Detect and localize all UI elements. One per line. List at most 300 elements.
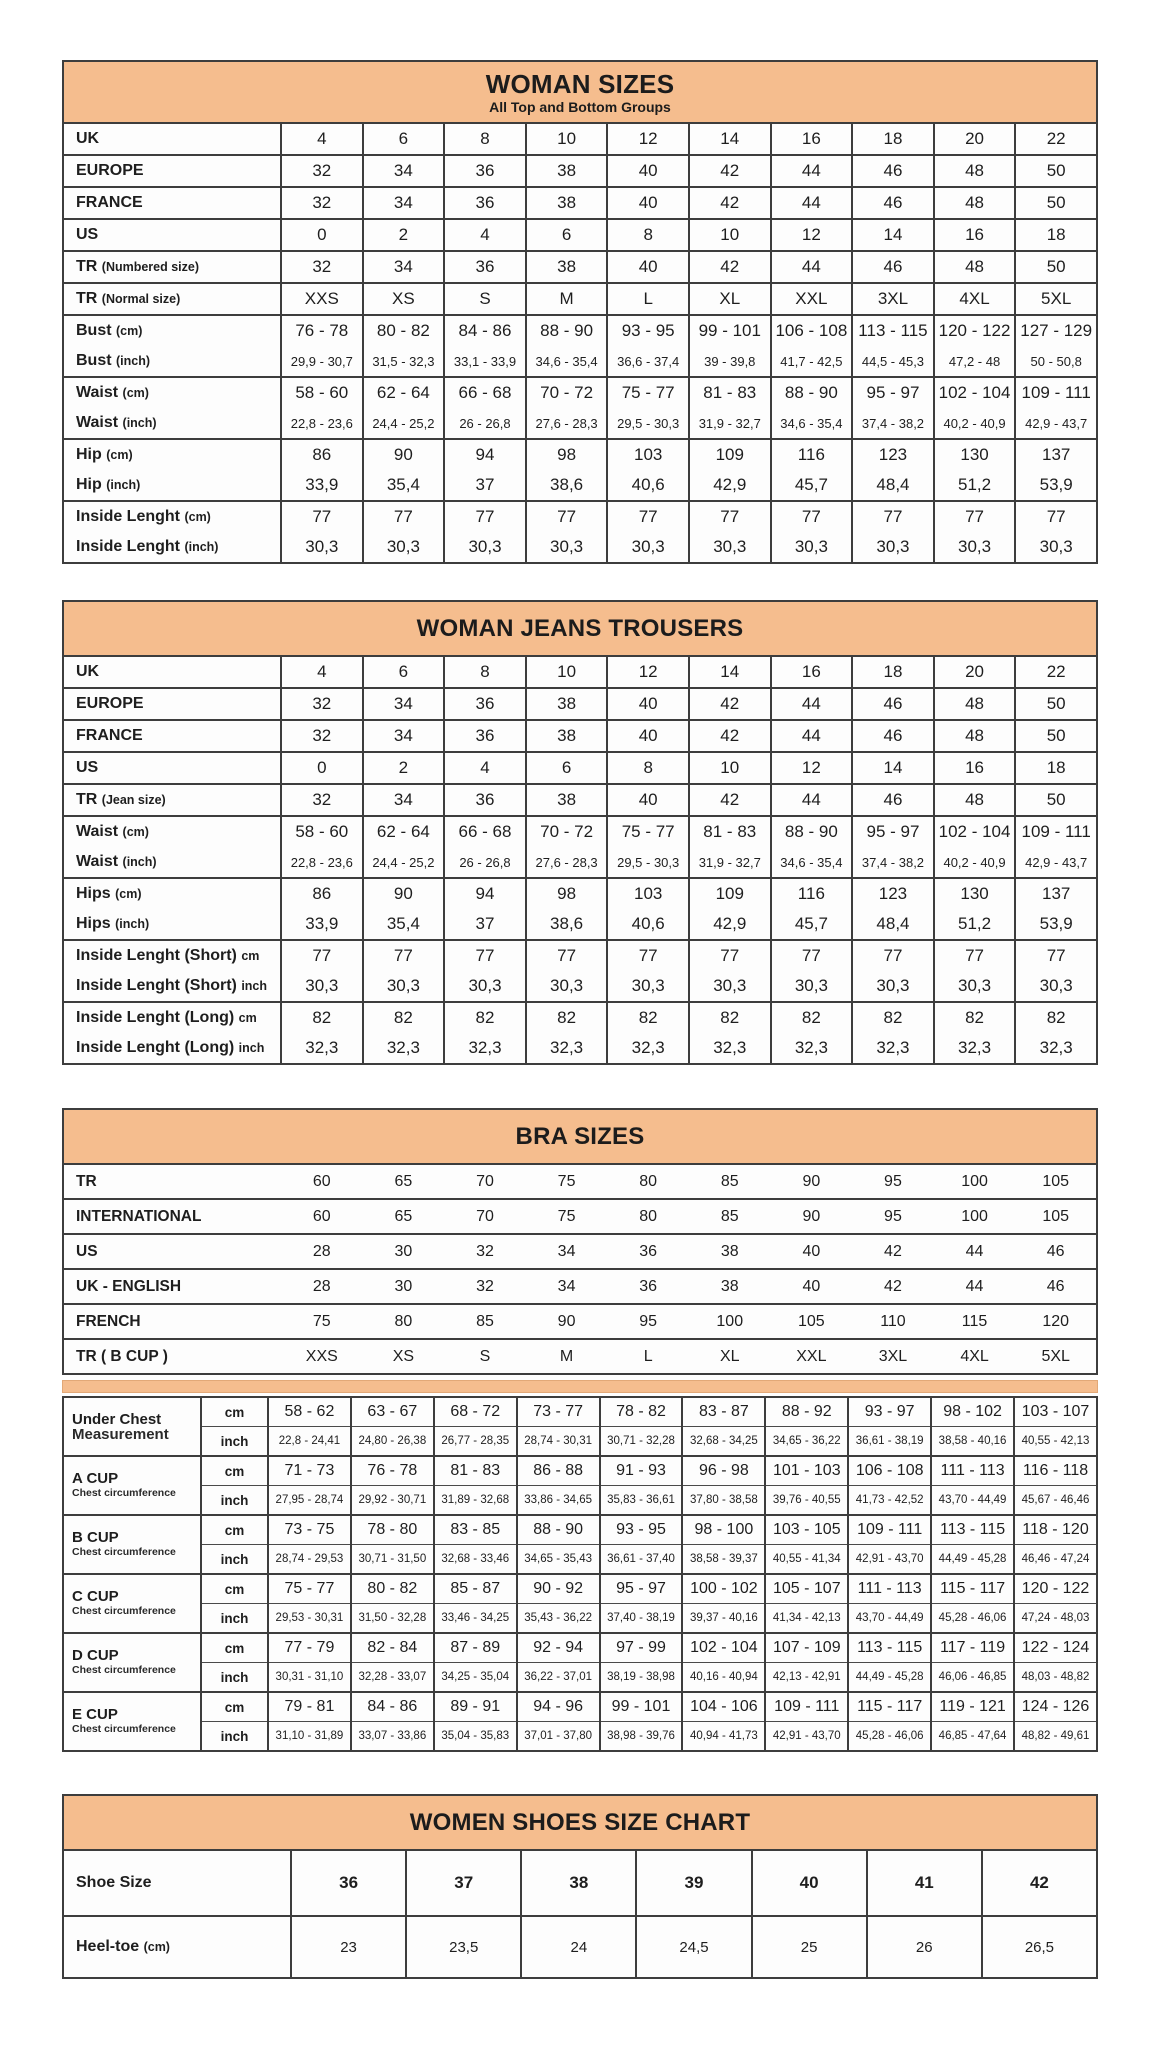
size-value-cell: 124 - 126	[1014, 1692, 1097, 1722]
size-value-cell: 109 - 111	[1015, 377, 1097, 408]
row-label	[63, 971, 281, 1002]
size-value-cell: 32,3	[607, 1033, 689, 1064]
size-value-cell: 43,70 - 44,49	[848, 1604, 931, 1634]
size-value-cell: 26 - 26,8	[444, 847, 526, 878]
size-value-cell: 34,6 - 35,4	[526, 346, 608, 377]
size-value-cell: 86	[281, 439, 363, 470]
size-value-cell: 60	[312, 1172, 331, 1190]
size-value-cell: 39	[636, 1850, 751, 1916]
size-value-cell: 32,3	[771, 1033, 853, 1064]
row-label	[63, 816, 281, 847]
row-label-text: Waist	[76, 853, 119, 870]
row-label-text: Waist	[76, 414, 119, 431]
size-value-cell: 93 - 97	[848, 1397, 931, 1427]
size-value-cell: 95	[884, 1207, 902, 1225]
size-value-cell: 12	[607, 123, 689, 155]
row-label-sub: (cm)	[116, 324, 143, 338]
size-value-cell: 36	[291, 1850, 406, 1916]
size-value-cell: 36	[444, 155, 526, 187]
size-value-cell: 4	[444, 219, 526, 251]
size-value-cell: 95	[884, 1172, 902, 1190]
size-value-cell: 39,37 - 40,16	[682, 1604, 765, 1634]
size-value-cell: 44,5 - 45,3	[852, 346, 934, 377]
row-label-text: Heel-toe	[76, 1938, 140, 1955]
size-value-cell: 12	[771, 219, 853, 251]
size-value-cell: 103 - 107	[1014, 1397, 1097, 1427]
row-label-sub: (cm)	[143, 1940, 170, 1954]
size-value-cell: 37,40 - 38,19	[600, 1604, 683, 1634]
size-value-cell: 16	[771, 656, 853, 688]
row-label-text: FRENCH	[76, 1312, 141, 1330]
unit-label: cm	[201, 1574, 268, 1604]
size-value-cell: 14	[852, 752, 934, 784]
size-value-cell: 31,9 - 32,7	[689, 847, 771, 878]
size-value-cell: 95 - 97	[852, 377, 934, 408]
size-value-cell: 91 - 93	[600, 1456, 683, 1486]
size-value-cell: XS	[392, 1347, 415, 1365]
row-label-text: Hips	[76, 915, 111, 932]
size-value-cell: 102 - 104	[934, 377, 1016, 408]
row-label	[63, 377, 281, 408]
size-value-cell: 30,3	[1015, 971, 1097, 1002]
size-value-cell: 90	[802, 1172, 821, 1190]
row-label-text: TR	[76, 258, 98, 275]
unit-label: inch	[201, 1722, 268, 1752]
size-value-cell: 45,7	[771, 909, 853, 940]
size-value-cell: 80	[639, 1172, 658, 1190]
size-value-cell: 116	[771, 878, 853, 909]
size-value-cell: 137	[1015, 439, 1097, 470]
size-value-cell: 98	[526, 439, 608, 470]
row-label-sub: (inch)	[122, 416, 157, 430]
row-label	[63, 1002, 281, 1033]
size-value-cell: 8	[444, 123, 526, 155]
row-label-text: Bust	[76, 322, 112, 339]
size-value-cell: 47,24 - 48,03	[1014, 1604, 1097, 1634]
size-value-cell: 40,2 - 40,9	[934, 408, 1016, 439]
size-value-cell: 38,58 - 40,16	[931, 1427, 1014, 1457]
size-value-cell: 77	[689, 940, 771, 971]
row-label-text: C CUP	[72, 1587, 119, 1605]
size-value-cell: 66 - 68	[444, 377, 526, 408]
size-value-cell: 16	[934, 219, 1016, 251]
size-value-cell: 26 - 26,8	[444, 408, 526, 439]
size-value-cell: 105 - 107	[765, 1574, 848, 1604]
size-value-cell: 32	[281, 784, 363, 816]
size-value-cell: 39 - 39,8	[689, 346, 771, 377]
size-value-cell: 77	[934, 940, 1016, 971]
unit-label: cm	[201, 1515, 268, 1545]
size-value-cell: 60	[312, 1207, 331, 1225]
bra-sizes-table	[62, 1163, 1098, 1375]
size-value-cell: 75 - 77	[607, 377, 689, 408]
row-label-text: A CUP	[72, 1469, 119, 1487]
size-value-cell: 30,71 - 32,28	[600, 1427, 683, 1457]
size-value-cell: 26	[867, 1916, 982, 1978]
size-value-cell: 82	[363, 1002, 445, 1033]
size-value-cell: S	[479, 1347, 491, 1365]
size-value-cell: 34	[557, 1277, 576, 1295]
size-value-cell: 32,3	[934, 1033, 1016, 1064]
size-value-cell: 40	[802, 1277, 821, 1295]
size-value-cell: 36,61 - 38,19	[848, 1427, 931, 1457]
size-value-cell: 89 - 91	[434, 1692, 517, 1722]
size-value-cell: 75	[557, 1172, 576, 1190]
size-value-cell: 50 - 50,8	[1015, 346, 1097, 377]
row-label-text: TR	[76, 290, 98, 307]
size-value-cell: 75	[312, 1312, 331, 1330]
size-value-cell: 77	[363, 501, 445, 532]
size-value-cell: 38	[526, 187, 608, 219]
size-value-cell: 38,98 - 39,76	[600, 1722, 683, 1752]
size-value-cell: XL	[689, 283, 771, 315]
size-value-cell: 120	[1042, 1312, 1070, 1330]
size-value-cell: 31,5 - 32,3	[363, 346, 445, 377]
size-value-cell: 130	[934, 439, 1016, 470]
bra-header	[62, 1108, 1098, 1163]
size-value-cell: 105	[1042, 1172, 1070, 1190]
size-value-cell: 30	[394, 1242, 413, 1260]
size-value-cell: 45,67 - 46,46	[1014, 1486, 1097, 1516]
row-label-text: US	[76, 226, 99, 243]
size-value-cell: 77	[1015, 940, 1097, 971]
size-value-cell: 90	[363, 439, 445, 470]
unit-label: cm	[201, 1456, 268, 1486]
row-label	[63, 1164, 281, 1199]
size-value-cell: 82	[526, 1002, 608, 1033]
row-label-text: Inside Lenght (Long)	[76, 1009, 235, 1026]
size-value-cell: 38,6	[526, 470, 608, 501]
size-value-cell: 30	[394, 1277, 413, 1295]
size-value-cell: 85	[720, 1172, 739, 1190]
size-value-cell: 41,73 - 42,52	[848, 1486, 931, 1516]
size-value-cell: 40,6	[607, 470, 689, 501]
size-value-cell: 46	[852, 251, 934, 283]
size-value-cell: 62 - 64	[363, 377, 445, 408]
size-value-cell: 58 - 62	[268, 1397, 351, 1427]
size-value-cell: 0	[281, 752, 363, 784]
size-value-cell: 30,3	[689, 532, 771, 563]
size-value-cell: XXL	[771, 283, 853, 315]
size-value-cell: 100	[961, 1207, 988, 1225]
size-value-cell: 81 - 83	[434, 1456, 517, 1486]
size-value-cell: 38,58 - 39,37	[682, 1545, 765, 1575]
row-label-sub: Chest circumference	[72, 1545, 176, 1558]
row-label-text: FRANCE	[76, 194, 143, 211]
size-value-cell: 109 - 111	[765, 1692, 848, 1722]
size-value-cell: 36,22 - 37,01	[517, 1663, 600, 1693]
size-value-cell: 27,6 - 28,3	[526, 847, 608, 878]
size-value-cell: 82	[1015, 1002, 1097, 1033]
size-value-cell: 130	[934, 878, 1016, 909]
row-label	[63, 1269, 281, 1304]
woman-sizes-section	[62, 60, 1098, 564]
size-value-cell: 29,9 - 30,7	[281, 346, 363, 377]
size-value-cell: 12	[771, 752, 853, 784]
size-value-cell: XXS	[281, 283, 363, 315]
size-value-cell: 34	[363, 784, 445, 816]
size-value-cell: 85	[476, 1312, 494, 1330]
size-value-cell: 33,86 - 34,65	[517, 1486, 600, 1516]
size-value-cell: 75 - 77	[607, 816, 689, 847]
bra-title: BRA SIZES	[515, 1123, 645, 1150]
size-value-cell: 8	[444, 656, 526, 688]
size-value-cell: 82	[444, 1002, 526, 1033]
row-label-sub: (cm)	[122, 825, 149, 839]
size-value-cell: 22	[1015, 123, 1097, 155]
size-value-cell: 107 - 109	[765, 1633, 848, 1663]
row-label-sub: (cm)	[106, 448, 133, 462]
row-label	[63, 315, 281, 346]
size-value-cell: 10	[526, 656, 608, 688]
size-value-cell: 30,3	[444, 971, 526, 1002]
size-value-cell: 78 - 82	[600, 1397, 683, 1427]
size-value-cell: 77 - 79	[268, 1633, 351, 1663]
size-value-cell: 113 - 115	[931, 1515, 1014, 1545]
size-value-cell: 33,46 - 34,25	[434, 1604, 517, 1634]
row-label	[63, 1850, 291, 1916]
size-value-cell: 77	[771, 501, 853, 532]
row-label-text: US	[76, 1242, 98, 1260]
size-value-cell: 45,28 - 46,06	[848, 1722, 931, 1752]
size-value-cell: 44	[771, 155, 853, 187]
row-label-sub: (Jean size)	[101, 793, 166, 807]
size-value-cell: 42	[689, 784, 771, 816]
size-value-cell: 26,77 - 28,35	[434, 1427, 517, 1457]
size-value-cell: 95 - 97	[852, 816, 934, 847]
size-value-cell: 39,76 - 40,55	[765, 1486, 848, 1516]
size-value-cell: 32,3	[363, 1033, 445, 1064]
size-value-cell: 29,5 - 30,3	[607, 847, 689, 878]
size-value-cell: 104 - 106	[682, 1692, 765, 1722]
size-value-cell: 73 - 77	[517, 1397, 600, 1427]
size-value-cell: 35,4	[363, 470, 445, 501]
size-value-cell: 100 - 102	[682, 1574, 765, 1604]
size-value-cell: 37,4 - 38,2	[852, 847, 934, 878]
unit-label: inch	[201, 1663, 268, 1693]
size-value-cell: 18	[852, 656, 934, 688]
row-label-text: Hips	[76, 885, 111, 902]
size-value-cell: 63 - 67	[351, 1397, 434, 1427]
size-value-cell: L	[607, 283, 689, 315]
size-value-cell: 94	[444, 878, 526, 909]
size-value-cell: 48,82 - 49,61	[1014, 1722, 1097, 1752]
shoes-table	[62, 1849, 1098, 1979]
size-value-cell: 116 - 118	[1014, 1456, 1097, 1486]
size-value-cell: 40,16 - 40,94	[682, 1663, 765, 1693]
size-value-cell: 10	[689, 752, 771, 784]
size-value-cell: L	[643, 1347, 653, 1365]
size-value-cell: 18	[1015, 219, 1097, 251]
size-value-cell: 58 - 60	[281, 377, 363, 408]
shoes-section	[62, 1794, 1098, 1979]
size-value-cell: 25	[752, 1916, 867, 1978]
size-value-cell: 41,7 - 42,5	[771, 346, 853, 377]
size-value-cell: 33,1 - 33,9	[444, 346, 526, 377]
size-value-cell: 58 - 60	[281, 816, 363, 847]
size-value-cell: 87 - 89	[434, 1633, 517, 1663]
size-value-cell: 40,55 - 42,13	[1014, 1427, 1097, 1457]
size-value-cell: 14	[852, 219, 934, 251]
row-label-text: EUROPE	[76, 162, 144, 179]
row-label	[63, 784, 281, 816]
size-value-cell: 30,3	[444, 532, 526, 563]
size-value-cell: 45,28 - 46,06	[931, 1604, 1014, 1634]
row-label	[63, 1397, 201, 1456]
size-value-cell: 30,3	[526, 532, 608, 563]
size-value-cell: 44,49 - 45,28	[848, 1663, 931, 1693]
size-value-cell: 24,4 - 25,2	[363, 847, 445, 878]
row-label	[63, 251, 281, 283]
size-value-cell: 101 - 103	[765, 1456, 848, 1486]
row-label	[63, 1633, 201, 1692]
size-value-cell: 90 - 92	[517, 1574, 600, 1604]
size-value-cell: 70	[476, 1172, 494, 1190]
row-label-text: TR ( B CUP )	[76, 1347, 168, 1365]
size-value-cell: 77	[526, 501, 608, 532]
row-label	[63, 1456, 201, 1515]
size-value-cell: 34,6 - 35,4	[771, 847, 853, 878]
size-value-cell: 42,9 - 43,7	[1015, 847, 1097, 878]
size-value-cell: 42	[689, 187, 771, 219]
size-value-cell: 44	[771, 720, 853, 752]
size-value-cell: 48	[934, 688, 1016, 720]
row-label-sub: Chest circumference	[72, 1663, 176, 1676]
size-value-cell: 46,06 - 46,85	[931, 1663, 1014, 1693]
size-value-cell: 34	[363, 251, 445, 283]
size-value-cell: 120 - 122	[934, 315, 1016, 346]
size-value-cell: 6	[363, 656, 445, 688]
size-value-cell: 2	[363, 752, 445, 784]
size-value-cell: 32,3	[444, 1033, 526, 1064]
size-value-cell: 77	[444, 501, 526, 532]
row-label-text: Inside Lenght	[76, 508, 180, 525]
size-value-cell: 12	[607, 656, 689, 688]
woman-sizes-table	[62, 122, 1098, 564]
size-value-cell: 66 - 68	[444, 816, 526, 847]
size-value-cell: 123	[852, 878, 934, 909]
size-value-cell: 48	[934, 720, 1016, 752]
size-value-cell: 10	[689, 219, 771, 251]
unit-label: cm	[201, 1692, 268, 1722]
size-value-cell: 80	[394, 1312, 413, 1330]
size-value-cell: 32	[476, 1277, 494, 1295]
size-value-cell: 30,3	[771, 532, 853, 563]
size-value-cell: 86	[281, 878, 363, 909]
row-label	[63, 439, 281, 470]
row-label	[63, 532, 281, 563]
size-value-cell: 34,25 - 35,04	[434, 1663, 517, 1693]
size-value-cell: 102 - 104	[682, 1633, 765, 1663]
size-value-cell: 50	[1015, 688, 1097, 720]
size-value-cell: 100	[961, 1172, 988, 1190]
size-value-cell: 36,61 - 37,40	[600, 1545, 683, 1575]
size-value-cell: 111 - 113	[848, 1574, 931, 1604]
row-label	[63, 752, 281, 784]
size-value-cell: 48,03 - 48,82	[1014, 1663, 1097, 1693]
size-value-cell: 22,8 - 24,41	[268, 1427, 351, 1457]
size-value-cell: 40	[802, 1242, 821, 1260]
size-value-cell: 31,89 - 32,68	[434, 1486, 517, 1516]
size-value-cell: 32,68 - 34,25	[682, 1427, 765, 1457]
size-value-cell: 30,3	[363, 532, 445, 563]
size-value-cell: 28,74 - 30,31	[517, 1427, 600, 1457]
size-value-cell: 3XL	[878, 1347, 908, 1365]
size-value-cell: 22,8 - 23,6	[281, 847, 363, 878]
size-value-cell: 42	[884, 1277, 902, 1295]
size-value-cell: 78 - 80	[351, 1515, 434, 1545]
size-value-cell: 36,6 - 37,4	[607, 346, 689, 377]
size-value-cell: 30,3	[281, 971, 363, 1002]
size-value-cell: 48	[934, 784, 1016, 816]
size-value-cell: 24	[521, 1916, 636, 1978]
size-value-cell: 70 - 72	[526, 377, 608, 408]
size-value-cell: 37,80 - 38,58	[682, 1486, 765, 1516]
size-value-cell: 46	[1046, 1277, 1065, 1295]
size-value-cell: 53,9	[1015, 909, 1097, 940]
row-label	[63, 878, 281, 909]
size-value-cell: 5XL	[1015, 283, 1097, 315]
size-value-cell: 71 - 73	[268, 1456, 351, 1486]
row-label-text: US	[76, 759, 99, 776]
jeans-header	[62, 600, 1098, 655]
row-label-text: UK	[76, 663, 100, 680]
size-value-cell: 32	[281, 187, 363, 219]
size-value-cell: 123	[852, 439, 934, 470]
size-value-cell: 38,6	[526, 909, 608, 940]
size-value-cell: 36	[444, 784, 526, 816]
size-value-cell: 94 - 96	[517, 1692, 600, 1722]
row-label	[63, 123, 281, 155]
size-value-cell: 42	[689, 720, 771, 752]
size-value-cell: 37	[406, 1850, 521, 1916]
size-value-cell: 44,49 - 45,28	[931, 1545, 1014, 1575]
size-value-cell: 28,74 - 29,53	[268, 1545, 351, 1575]
size-value-cell: 40	[607, 155, 689, 187]
size-value-cell: 32	[281, 720, 363, 752]
row-label-text: Under Chest	[72, 1410, 162, 1428]
size-value-cell: 90	[802, 1207, 821, 1225]
size-value-cell: 119 - 121	[931, 1692, 1014, 1722]
size-value-cell: 40	[607, 187, 689, 219]
size-value-cell: 127 - 129	[1015, 315, 1097, 346]
size-value-cell: 37	[444, 470, 526, 501]
size-value-cell: 22	[1015, 656, 1097, 688]
size-value-cell: 73 - 75	[268, 1515, 351, 1545]
size-value-cell: 45,7	[771, 470, 853, 501]
row-label-sub: (cm)	[184, 510, 211, 524]
size-value-cell: 82	[852, 1002, 934, 1033]
size-value-cell: 0	[281, 219, 363, 251]
size-value-cell: 38	[526, 155, 608, 187]
size-value-cell: 85 - 87	[434, 1574, 517, 1604]
size-value-cell: 48,4	[852, 909, 934, 940]
row-label-text: Hip	[76, 476, 102, 493]
row-label	[63, 155, 281, 187]
size-value-cell: 48	[934, 251, 1016, 283]
size-value-cell: 30,3	[852, 971, 934, 1002]
size-value-cell: M	[559, 1347, 574, 1365]
size-value-cell: 42	[689, 155, 771, 187]
size-value-cell: 32,3	[852, 1033, 934, 1064]
row-label	[63, 346, 281, 377]
size-value-cell: 42	[689, 688, 771, 720]
row-label	[63, 1304, 281, 1339]
size-value-cell: 68 - 72	[434, 1397, 517, 1427]
size-value-cell: 48	[934, 155, 1016, 187]
size-value-cell: 77	[526, 940, 608, 971]
size-value-cell: 83 - 87	[682, 1397, 765, 1427]
